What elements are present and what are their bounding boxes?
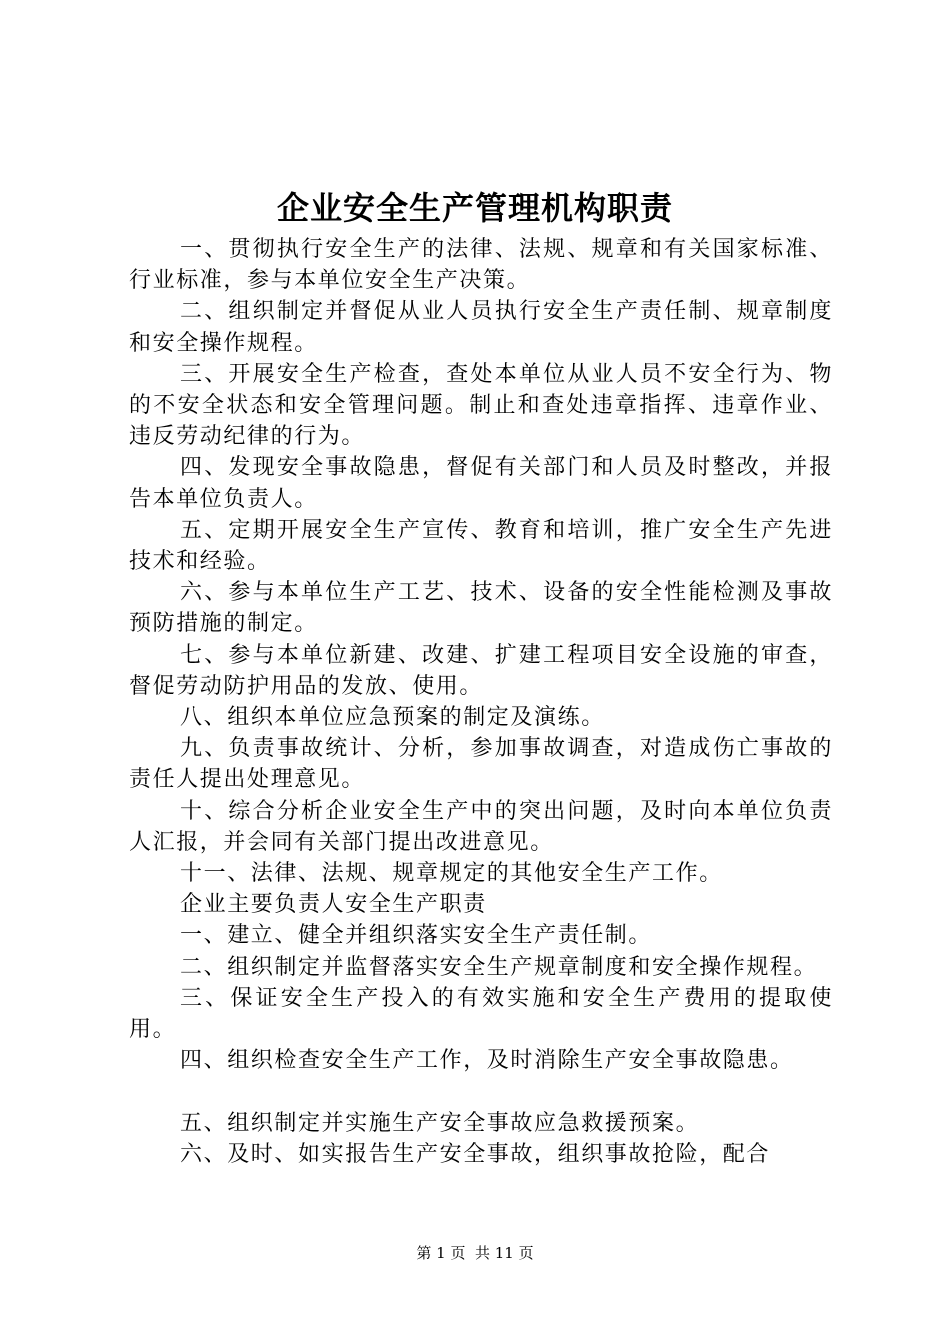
paragraph-12: 一、建立、健全并组织落实安全生产责任制。 <box>180 923 653 949</box>
paragraph-9: 九、负责事故统计、分析，参加事故调查，对造成伤亡事故的责任人提出处理意见。 <box>129 736 833 793</box>
blank-line <box>129 1076 833 1107</box>
paragraph-8: 八、组织本单位应急预案的制定及演练。 <box>180 705 605 731</box>
paragraph-11: 十一、法律、法规、规章规定的其他安全生产工作。 <box>180 861 723 887</box>
paragraph-14: 三、保证安全生产投入的有效实施和安全生产费用的提取使用。 <box>129 985 833 1043</box>
paragraph-13: 二、组织制定并监督落实安全生产规章制度和安全操作规程。 <box>180 954 818 980</box>
paragraph-4: 四、发现安全事故隐患，督促有关部门和人员及时整改，并报告本单位负责人。 <box>129 455 833 512</box>
paragraph-1: 一、贯彻执行安全生产的法律、法规、规章和有关国家标准、行业标准，参与本单位安全生产决策。 <box>129 237 833 294</box>
paragraph-5: 五、定期开展安全生产宣传、教育和培训，推广安全生产先进技术和经验。 <box>129 517 833 575</box>
page-number: 第 1 页 共 11 页 <box>416 1244 534 1262</box>
document-title: 企业安全生产管理机构职责 <box>276 189 673 227</box>
paragraph-17: 六、及时、如实报告生产安全事故，组织事故抢险，配合 <box>180 1141 771 1167</box>
paragraph-2: 二、组织制定并督促从业人员执行安全生产责任制、规章制度和安全操作规程。 <box>129 299 833 356</box>
paragraph-16: 五、组织制定并实施生产安全事故应急救援预案。 <box>180 1110 700 1136</box>
paragraph-15: 四、组织检查安全生产工作，及时消除生产安全事故隐患。 <box>180 1048 794 1074</box>
paragraph-3: 三、开展安全生产检查，查处本单位从业人员不安全行为、物的不安全状态和安全管理问题。制止和查处违章指挥、违章作业、违反劳动纪律的行为。 <box>129 361 833 450</box>
paragraph-10: 十、综合分析企业安全生产中的突出问题，及时向本单位负责人汇报，并会同有关部门提出改进意见。 <box>129 798 833 855</box>
document-body <box>129 234 833 1170</box>
paragraph-7: 七、参与本单位新建、改建、扩建工程项目安全设施的审查，督促劳动防护用品的发放、使用。 <box>129 642 833 699</box>
paragraph-6: 六、参与本单位生产工艺、技术、设备的安全性能检测及事故预防措施的制定。 <box>129 580 833 637</box>
section-heading: 企业主要负责人安全生产职责 <box>180 892 487 918</box>
